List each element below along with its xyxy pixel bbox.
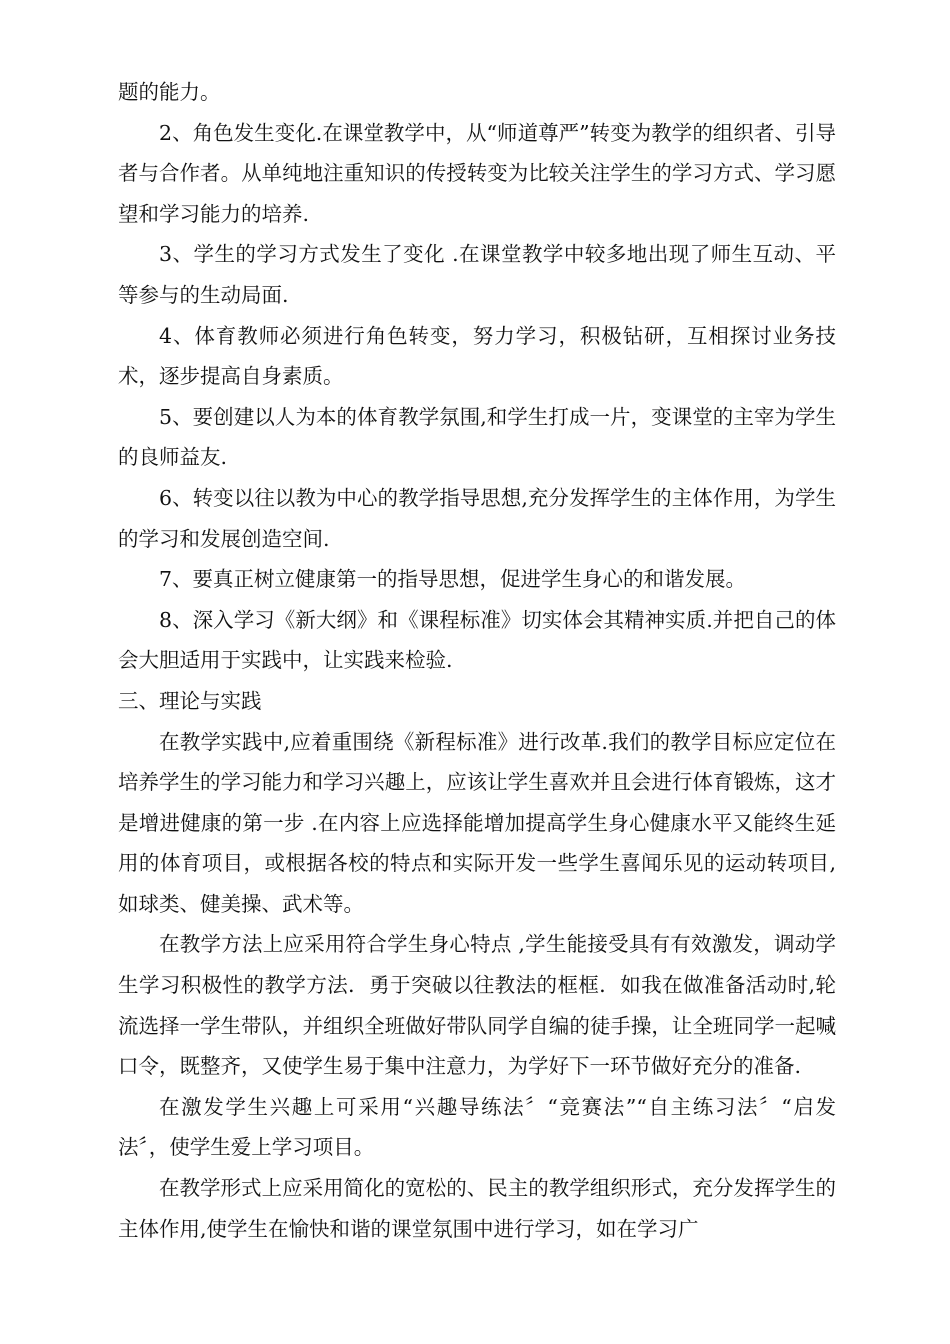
paragraph-item-7: 7、要真正树立健康第一的指导思想，促进学生身心的和谐发展。 bbox=[159, 567, 747, 592]
paragraph-practice-goals: 在教学实践中,应着重围绕《新程标准》进行改革.我们的教学目标应定位在培养学生的学习能力和学习兴趣上，应该让学生喜欢并且会进行体育锻炼，这才是增进健康的第一步 .在内容上应选择能增加提高学生身心健康水平又能终生延用的体育项目，或根据各校的特点和实际开发一些学生喜闻乐见的运动转项目,如球类、健美操、武术等。 bbox=[118, 729, 836, 916]
paragraph-item-6: 6、转变以往以教为中心的教学指导思想,充分发挥学生的主体作用，为学生的学习和发展创造空间. bbox=[118, 485, 836, 551]
paragraph-interest-methods: 在激发学生兴趣上可采用“兴趣导练法〞“竞赛法”“自主练习法〞“启发法〞，使学生爱上学习项目。 bbox=[118, 1094, 836, 1160]
paragraph-item-2: 2、角色发生变化.在课堂教学中，从“师道尊严”转变为教学的组织者、引导者与合作者。从单纯地注重知识的传授转变为比较关注学生的学习方式、学习愿望和学习能力的培养. bbox=[118, 120, 836, 226]
paragraph-item-8: 8、深入学习《新大纲》和《课程标准》切实体会其精神实质.并把自己的体会大胆适用于实践中，让实践来检验. bbox=[118, 607, 836, 673]
document-page bbox=[118, 72, 836, 1249]
section-heading: 三、理论与实践 bbox=[118, 688, 262, 713]
paragraph-continuation: 题的能力。 bbox=[118, 80, 221, 104]
paragraph-teaching-forms: 在教学形式上应采用简化的宽松的、民主的教学组织形式，充分发挥学生的主体作用,使学生在愉快和谐的课堂氛围中进行学习，如在学习广 bbox=[118, 1176, 836, 1241]
paragraph-teaching-methods: 在教学方法上应采用符合学生身心特点 ,学生能接受具有有效激发，调动学生学习积极性的教学方法．勇于突破以往教法的框框．如我在做准备活动时,轮流选择一学生带队，并组织全班做好带队同学自编的徒手操，让全班同学一起喊口令，既整齐，又使学生易于集中注意力，为学好下一环节做好充分的准备. bbox=[118, 932, 836, 1079]
paragraph-item-4: 4、体育教师必须进行角色转变，努力学习，积极钻研，互相探讨业务技术，逐步提高自身素质。 bbox=[118, 323, 836, 389]
paragraph-item-3: 3、学生的学习方式发生了变化 .在课堂教学中较多地出现了师生互动、平等参与的生动局面. bbox=[118, 242, 836, 307]
paragraph-item-5: 5、要创建以人为本的体育教学氛围,和学生打成一片，变课堂的主宰为学生的良师益友. bbox=[118, 404, 836, 470]
